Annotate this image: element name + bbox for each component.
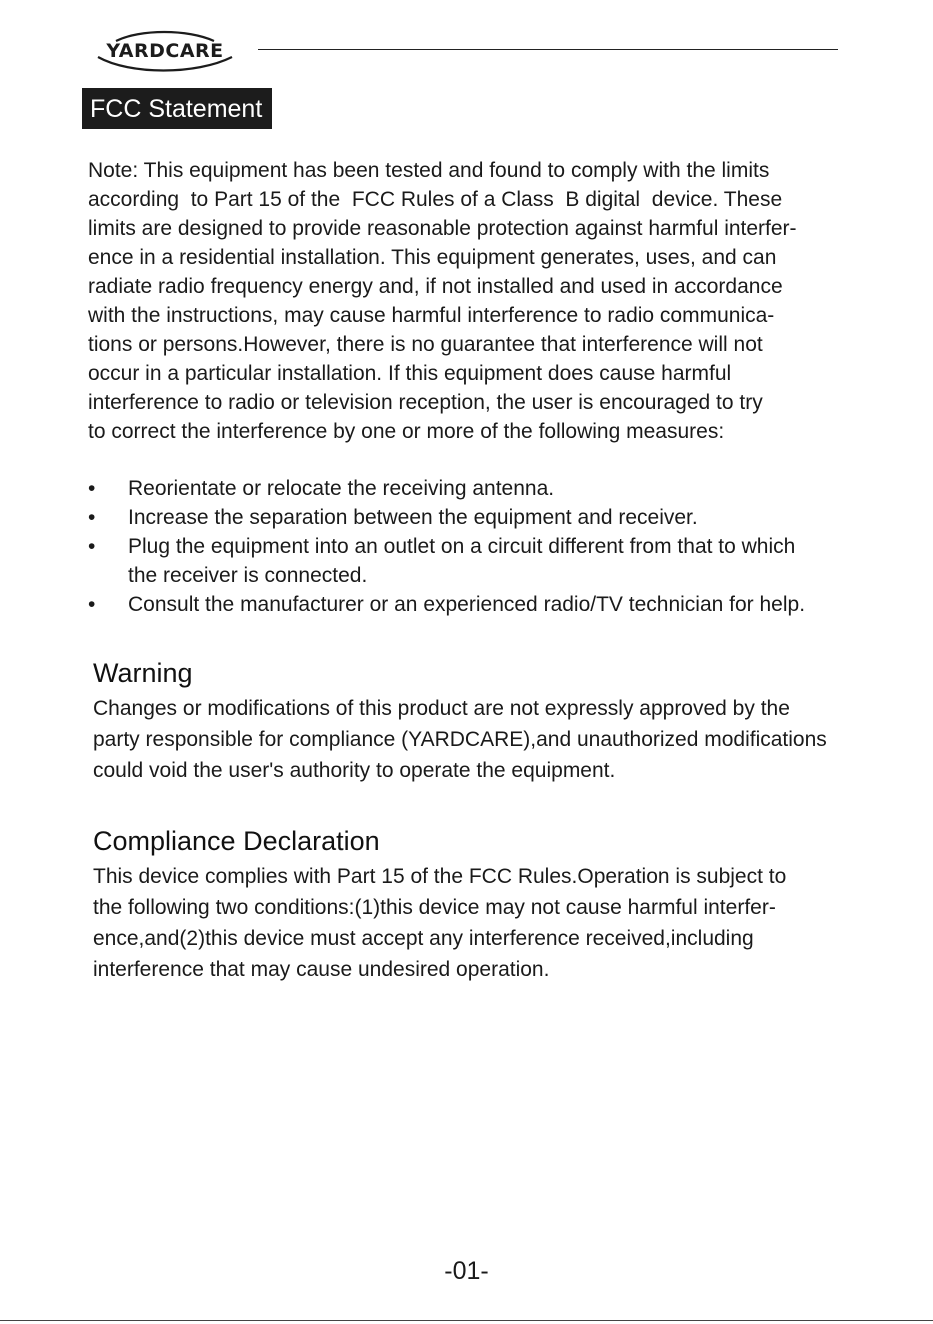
measures-list: [88, 474, 868, 619]
warning-section: [93, 656, 883, 786]
yardcare-logo-mark: [92, 28, 238, 72]
compliance-line: This device complies with Part 15 of the FCC Rules.Operation is subject to: [93, 865, 787, 888]
list-item: [88, 532, 868, 590]
compliance-line: ence,and(2)this device must accept any interference received,including: [93, 927, 754, 950]
bullet-icon: •: [88, 593, 96, 616]
list-item-text: Consult the manufacturer or an experienced radio/TV technician for help.: [128, 593, 806, 616]
page-number: -01-: [444, 1257, 489, 1285]
list-item-text: Increase the separation between the equipment and receiver.: [128, 506, 698, 529]
fcc-note-line: limits are designed to provide reasonable protection against harmful interfer-: [88, 217, 797, 240]
list-item: [88, 503, 868, 532]
fcc-note-line: with the instructions, may cause harmful interference to radio communica-: [88, 304, 775, 327]
fcc-note-line: tions or persons.However, there is no guarantee that interference will not: [88, 333, 763, 356]
warning-line: party responsible for compliance (YARDCARE),and unauthorized modifications: [93, 728, 827, 751]
list-item: [88, 474, 868, 503]
bullet-icon: •: [88, 506, 96, 529]
list-item-text: the receiver is connected.: [128, 564, 368, 587]
list-item-text: Plug the equipment into an outlet on a circuit different from that to which: [128, 535, 796, 558]
logo-wordmark: YARDCARE: [106, 40, 224, 62]
footer-rule: [0, 1320, 933, 1321]
fcc-note-paragraph: [88, 156, 797, 446]
compliance-line: interference that may cause undesired operation.: [93, 958, 550, 981]
list-item-text: Reorientate or relocate the receiving antenna.: [128, 477, 555, 500]
compliance-section: [93, 824, 883, 985]
bullet-icon: •: [88, 535, 96, 558]
fcc-note-line: to correct the interference by one or more of the following measures:: [88, 420, 725, 443]
yardcare-logo: [92, 28, 238, 72]
fcc-note-line: ence in a residential installation. This equipment generates, uses, and can: [88, 246, 777, 269]
fcc-note-line: radiate radio frequency energy and, if not installed and used in accordance: [88, 275, 783, 298]
warning-heading: Warning: [93, 658, 193, 688]
section-tag-fcc: FCC Statement: [82, 88, 272, 129]
list-item: [88, 590, 868, 619]
bullet-icon: •: [88, 477, 96, 500]
warning-line: could void the user's authority to operate the equipment.: [93, 759, 616, 782]
fcc-note-line: interference to radio or television reception, the user is encouraged to try: [88, 391, 763, 414]
warning-line: Changes or modifications of this product are not expressly approved by the: [93, 697, 790, 720]
fcc-note-line: Note: This equipment has been tested and found to comply with the limits: [88, 159, 770, 182]
compliance-line: the following two conditions:(1)this device may not cause harmful interfer-: [93, 896, 776, 919]
header-rule: [258, 49, 838, 50]
fcc-note-line: occur in a particular installation. If this equipment does cause harmful: [88, 362, 732, 385]
compliance-heading: Compliance Declaration: [93, 826, 380, 856]
fcc-note-line: according to Part 15 of the FCC Rules of a Class B digital device. These: [88, 188, 783, 211]
